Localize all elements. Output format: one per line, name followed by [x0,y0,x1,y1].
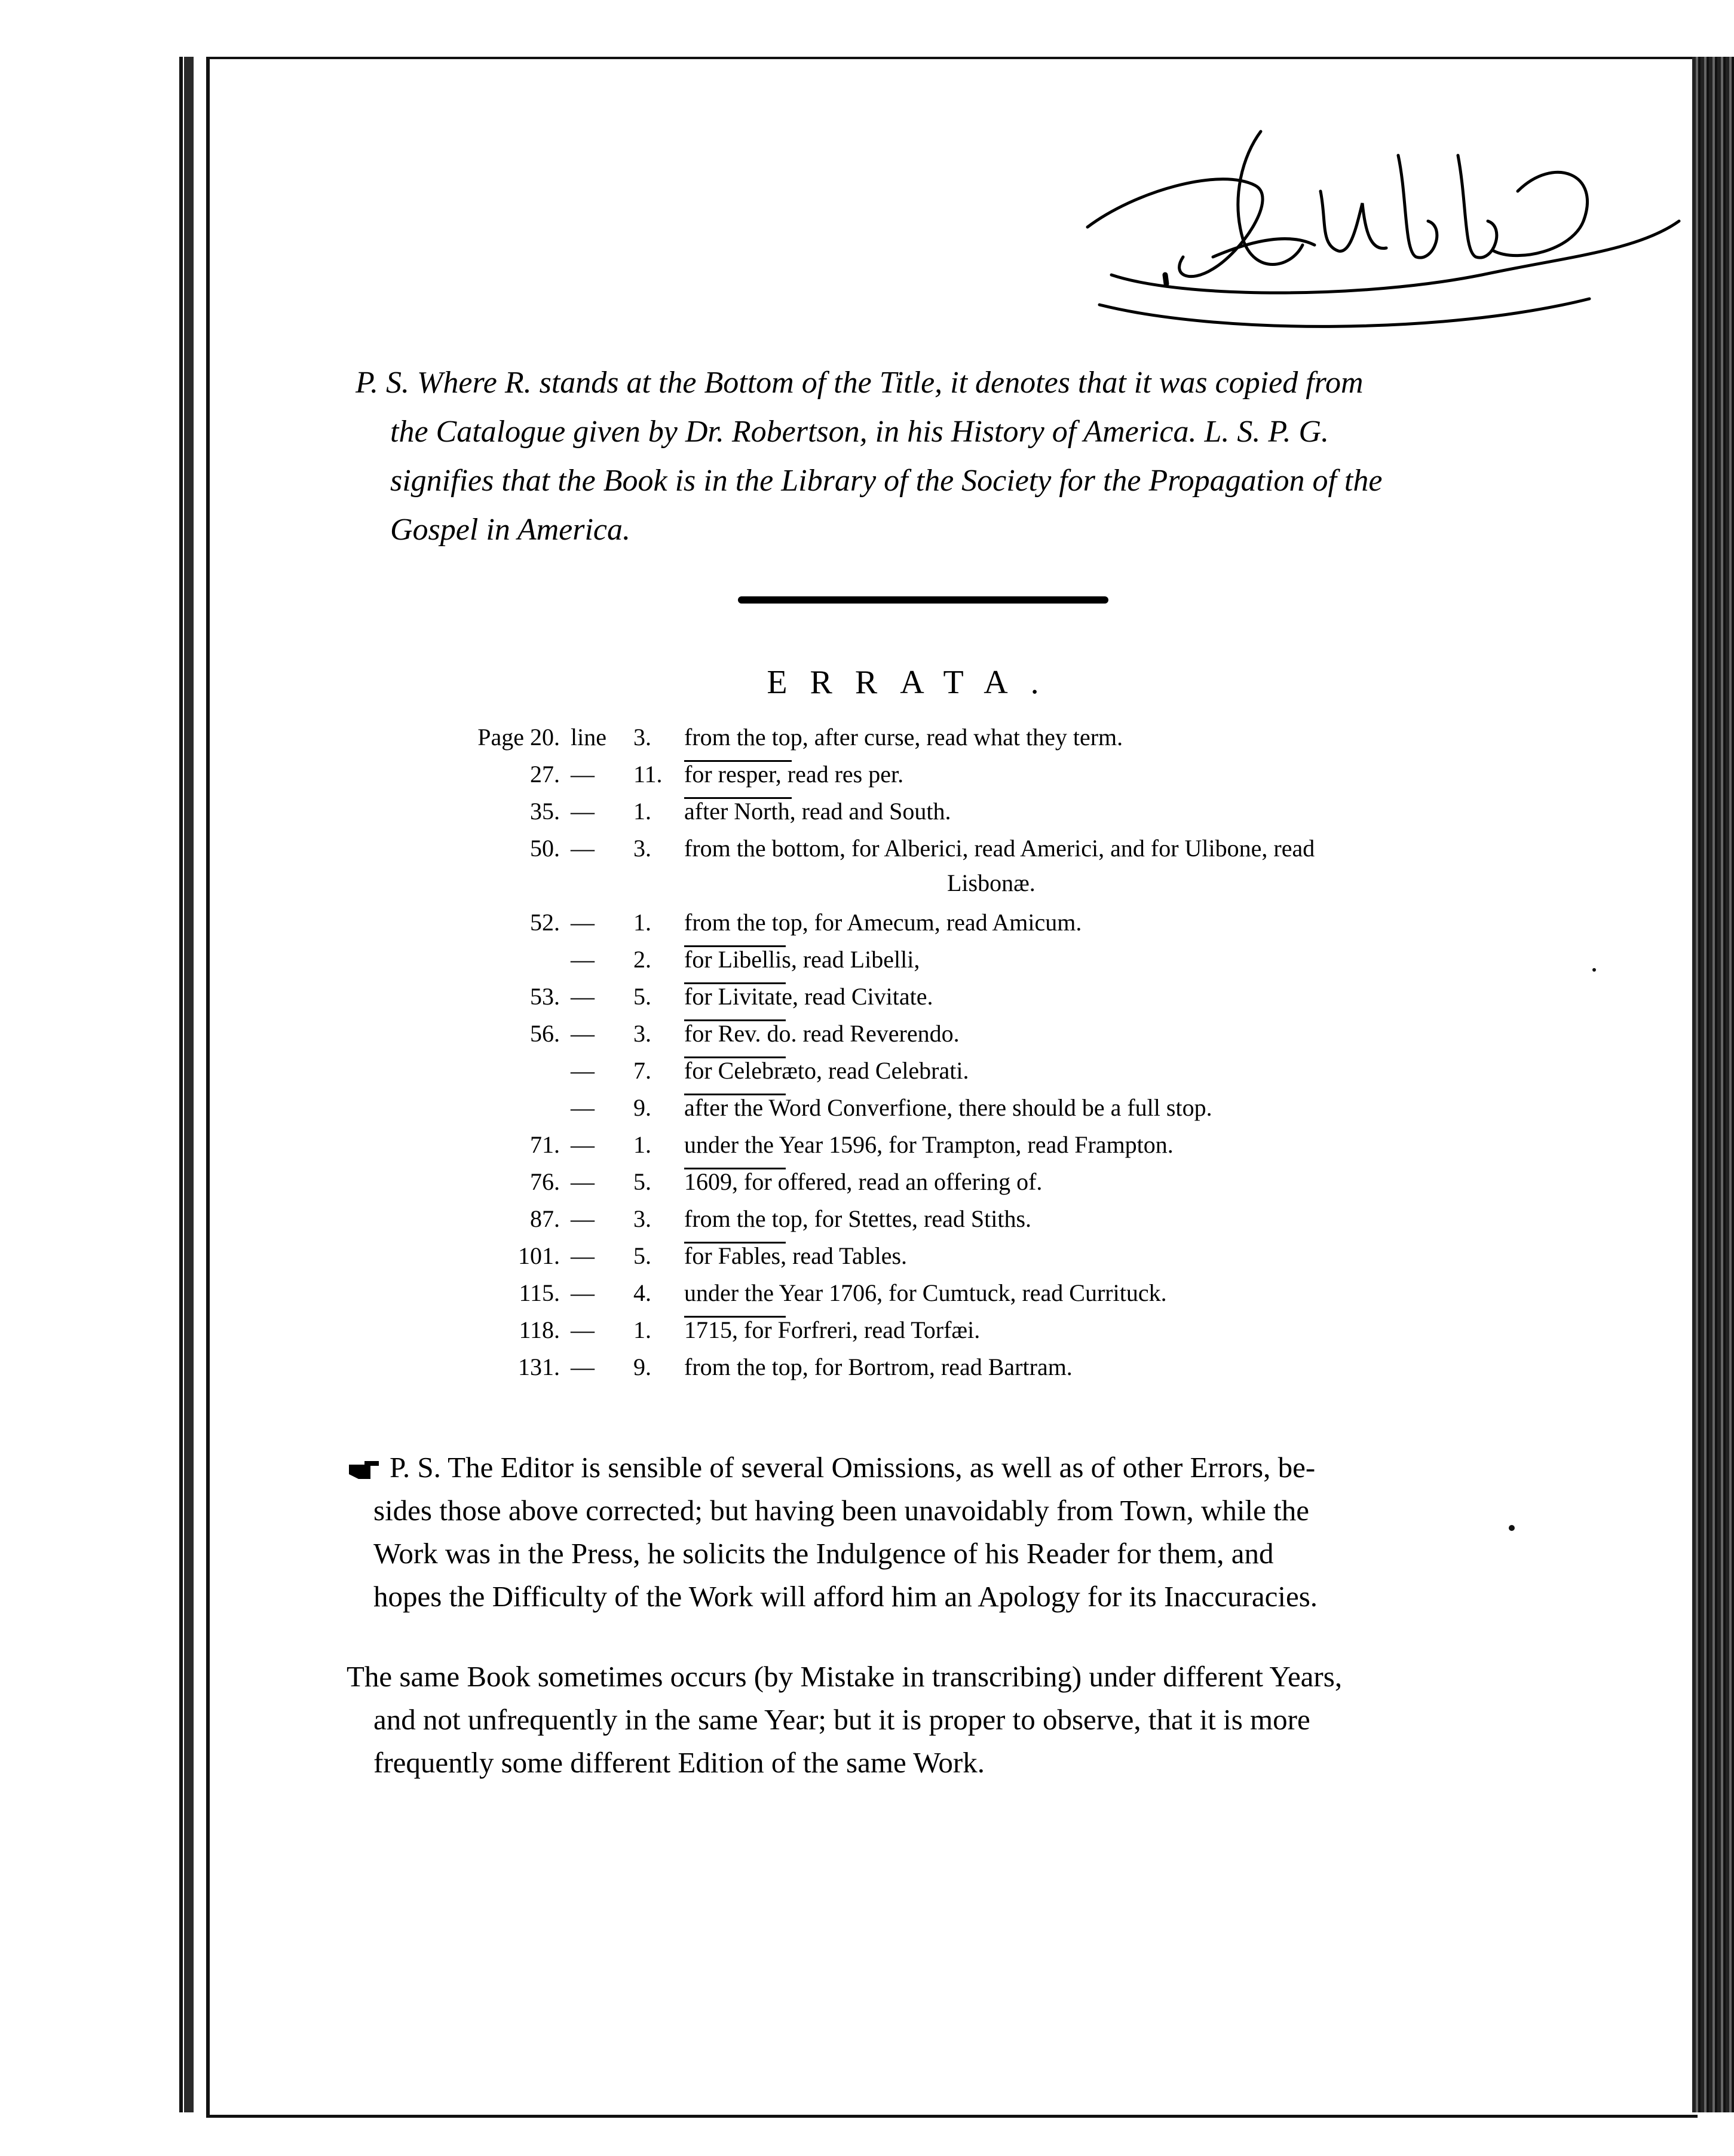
errata-text: from the top, for Bortrom, read Bartram. [684,1353,1073,1380]
errata-page: 131. [518,1353,560,1380]
ps-top-line: signifies that the Book is in the Library of the Society for the Propagation of the [390,464,1383,498]
errata-text: Lisbonæ. [947,869,1036,896]
errata-line: 11. [633,761,663,788]
previous-page-edge [0,57,183,2112]
same-book-line: The same Book sometimes occurs (by Mistake in transcribing) under different Years, [347,1660,1343,1693]
ink-speck [1592,968,1596,972]
ps-top-line: the Catalogue given by Dr. Robertson, in his History of America. L. S. P. G. [390,415,1329,449]
errata-line: 1. [633,1316,651,1343]
errata-dash: — [571,946,595,973]
errata-text: 1715, for Forfreri, read Torfæi. [684,1316,981,1343]
ps-bottom-line: hopes the Difficulty of the Work will afford him an Apology for its Inaccuracies. [373,1580,1318,1613]
section-divider [738,596,1108,604]
errata-page: Page 20. [477,724,560,751]
errata-dash: — [571,798,595,825]
errata-line: 4. [633,1279,651,1306]
errata-line: 5. [633,983,651,1010]
ps-bottom-line: P. S. The Editor is sensible of several Omissions, as well as of other Errors, be- [390,1451,1316,1484]
errata-dash: — [571,1057,595,1084]
errata-line: 9. [633,1094,651,1121]
ps-bottom-line: sides those above corrected; but having been unavoidably from Town, while the [373,1494,1309,1527]
ps-note-bottom [347,1446,1446,1618]
ps-bottom-line: Work was in the Press, he solicits the Indulgence of his Reader for them, and [373,1537,1274,1570]
errata-dash: — [571,909,595,936]
pointing-hand-icon [347,1459,381,1483]
errata-text: 1609, for offered, read an offering of. [684,1168,1043,1195]
errata-text: from the bottom, for Alberici, read Americi, and for Ulibone, read [684,835,1315,862]
errata-dash: — [571,1020,595,1047]
errata-text: for Livitate, read Civitate. [684,983,933,1010]
errata-heading: ERRATA. [767,664,1062,701]
ink-speck [1509,1525,1515,1531]
errata-line: 3. [633,724,651,751]
errata-text: under the Year 1596, for Trampton, read Frampton. [684,1131,1174,1158]
errata-line: 9. [633,1353,651,1380]
errata-text: for Celebræto, read Celebrati. [684,1057,969,1084]
errata-page: 53. [530,983,560,1010]
errata-page: 35. [530,798,560,825]
errata-dash: — [571,835,595,862]
errata-dash: line [571,724,606,751]
errata-dash: — [571,1279,595,1306]
errata-line: 2. [633,946,651,973]
errata-page: 52. [530,909,560,936]
errata-text: for Libellis, read Libelli, [684,946,920,973]
errata-text: for Rev. do. read Reverendo. [684,1020,960,1047]
errata-dash: — [571,1094,595,1121]
errata-line: 3. [633,835,651,862]
errata-text: after the Word Converfione, there should be a full stop. [684,1094,1212,1121]
handwritten-signature [1064,120,1697,370]
errata-dash: — [571,1131,595,1158]
errata-line: 1. [633,909,651,936]
errata-text: from the top, for Amecum, read Amicum. [684,909,1082,936]
errata-page: 118. [519,1316,560,1343]
same-book-note [347,1655,1434,1784]
errata-text: after North, read and South. [684,798,951,825]
errata-dash: — [571,1353,595,1380]
ps-top-line: Gospel in America. [390,513,630,547]
errata-line: 5. [633,1242,651,1269]
ps-note-top [356,359,1455,555]
errata-text: from the top, after curse, read what they term. [684,724,1123,751]
errata-page: 76. [530,1168,560,1195]
errata-page: 101. [518,1242,560,1269]
errata-line: 5. [633,1168,651,1195]
errata-dash: — [571,1316,595,1343]
ps-top-line: P. S. Where R. stands at the Bottom of the Title, it denotes that it was copied from [356,366,1364,400]
errata-text: from the top, for Stettes, read Stiths. [684,1205,1032,1232]
errata-line: 7. [633,1057,651,1084]
errata-line: 1. [633,1131,651,1158]
errata-text: under the Year 1706, for Cumtuck, read Currituck. [684,1279,1167,1306]
errata-page: 50. [530,835,560,862]
errata-dash: — [571,761,595,788]
errata-page: 115. [519,1279,560,1306]
book-edge [1692,57,1734,2112]
errata-text: for Fables, read Tables. [684,1242,908,1269]
errata-page: 56. [530,1020,560,1047]
errata-line: 3. [633,1205,651,1232]
errata-line: 1. [633,798,651,825]
errata-dash: — [571,1242,595,1269]
errata-dash: — [571,1168,595,1195]
errata-dash: — [571,1205,595,1232]
errata-page: 87. [530,1205,560,1232]
same-book-line: frequently some different Edition of the same Work. [373,1746,985,1779]
errata-page: 71. [530,1131,560,1158]
errata-dash: — [571,983,595,1010]
same-book-line: and not unfrequently in the same Year; but it is proper to observe, that it is more [373,1703,1310,1736]
errata-text: for resper, read res per. [684,761,904,788]
errata-line: 3. [633,1020,651,1047]
errata-page: 27. [530,761,560,788]
